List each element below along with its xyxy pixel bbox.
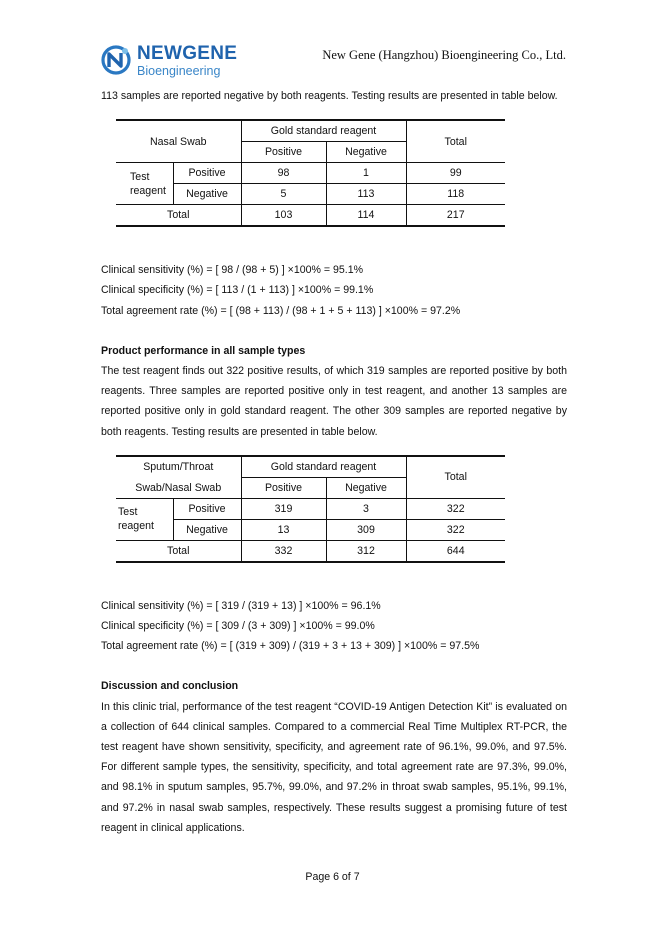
col-negative-header: Negative — [326, 142, 406, 163]
test-reagent-label: Test reagent — [116, 498, 173, 540]
row-negative-label: Negative — [173, 519, 241, 540]
cell-pos-neg: 3 — [326, 498, 406, 519]
specificity-formula-1: Clinical specificity (%) = [ 113 / (1 + 113) ] ×100% = 99.1% — [101, 284, 374, 297]
cell-pos-pos: 319 — [241, 498, 326, 519]
logo-subtitle: Bioengineering — [137, 64, 221, 78]
cell-total-pos: 332 — [241, 540, 326, 562]
all-samples-paragraph: The test reagent finds out 322 positive results, of which 319 samples are reported positive by both reagents. Three samples are reported positive only in test reagent, and another 13 samples are reported positive only in gold standard reagent. The other 309 samples are reported negative by both reagents. Testing results are presented in table below. — [101, 365, 567, 438]
section-heading-conclusion: Discussion and conclusion — [101, 680, 239, 693]
cell-neg-neg: 113 — [326, 184, 406, 205]
cell-neg-pos: 5 — [241, 184, 326, 205]
col-negative-header: Negative — [326, 477, 406, 498]
page-content — [101, 86, 567, 838]
total-header: Total — [406, 456, 505, 499]
agreement-formula-1: Total agreement rate (%) = [ (98 + 113) / (98 + 1 + 5 + 113) ] ×100% = 97.2% — [101, 304, 461, 317]
cell-total-pos: 103 — [241, 205, 326, 227]
col-positive-header: Positive — [241, 142, 326, 163]
cell-total-neg: 114 — [326, 205, 406, 227]
all-samples-table — [116, 455, 505, 563]
cell-neg-total: 322 — [406, 519, 505, 540]
test-reagent-label: Test reagent — [116, 163, 173, 205]
cell-total-neg: 312 — [326, 540, 406, 562]
cell-pos-total: 99 — [406, 163, 505, 184]
table-corner-label: Nasal Swab — [116, 120, 241, 163]
row-positive-label: Positive — [173, 163, 241, 184]
col-positive-header: Positive — [241, 477, 326, 498]
cell-neg-pos: 13 — [241, 519, 326, 540]
nasal-swab-table — [116, 119, 505, 227]
page-number: Page 6 of 7 — [305, 871, 360, 883]
sensitivity-formula-1: Clinical sensitivity (%) = [ 98 / (98 + 5) ] ×100% = 95.1% — [101, 264, 364, 277]
specificity-formula-2: Clinical specificity (%) = [ 309 / (3 + 309) ] ×100% = 99.0% — [101, 620, 375, 633]
intro-paragraph: 113 samples are reported negative by both reagents. Testing results are presented in table below. — [101, 90, 558, 102]
cell-pos-total: 322 — [406, 498, 505, 519]
company-logo — [100, 42, 238, 80]
agreement-formula-2: Total agreement rate (%) = [ (319 + 309) / (319 + 3 + 13 + 309) ] ×100% = 97.5% — [101, 640, 480, 653]
newgene-logo-icon — [100, 44, 132, 76]
cell-pos-pos: 98 — [241, 163, 326, 184]
conclusion-paragraph: In this clinic trial, performance of the test reagent “COVID-19 Antigen Detection Kit” is evaluated on a collection of 644 clinical samples. Compared to a commercial Real Time Multiplex RT-PCR, the test reagent have shown sensitivity, specificity, and agreement rate of 96.1%, 99.0%, and 97.5%. For different sample types, the sensitivity, specificity, and total agreement rate are 97.3%, 99.0%, and 98.1% in sputum samples, 95.7%, 99.0%, and 97.2% in throat swab samples, 95.1%, 99.1%, and 97.2% in nasal swab samples, respectively. These results suggest a promising future of test reagent in clinical applications. — [101, 700, 567, 834]
row-positive-label: Positive — [173, 498, 241, 519]
cell-total-total: 217 — [406, 205, 505, 227]
cell-neg-total: 118 — [406, 184, 505, 205]
total-header: Total — [406, 120, 505, 163]
cell-pos-neg: 1 — [326, 163, 406, 184]
total-row-label: Total — [116, 540, 241, 562]
sensitivity-formula-2: Clinical sensitivity (%) = [ 319 / (319 + 13) ] ×100% = 96.1% — [101, 599, 381, 612]
cell-total-total: 644 — [406, 540, 505, 562]
gold-standard-header: Gold standard reagent — [241, 456, 406, 478]
cell-neg-neg: 309 — [326, 519, 406, 540]
table-corner-label: Sputum/Throat — [116, 456, 241, 478]
company-name: New Gene (Hangzhou) Bioengineering Co., Ltd. — [322, 48, 566, 62]
row-negative-label: Negative — [173, 184, 241, 205]
table-corner-label-line2: Swab/Nasal Swab — [135, 481, 222, 494]
total-row-label: Total — [116, 205, 241, 227]
section-heading-all-samples: Product performance in all sample types — [101, 344, 306, 357]
logo-name: NEWGENE — [137, 43, 238, 64]
gold-standard-header: Gold standard reagent — [241, 120, 406, 142]
